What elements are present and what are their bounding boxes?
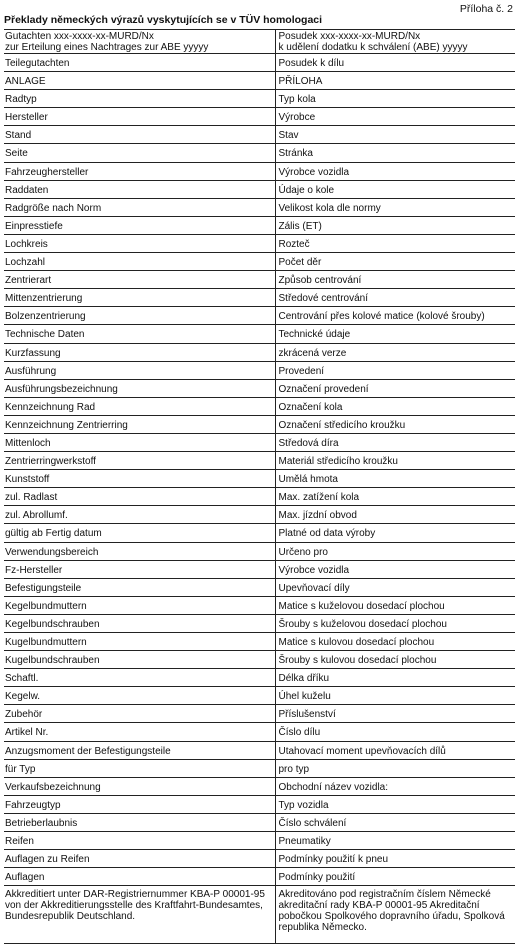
table-row: [4, 705, 515, 723]
czech-translation: Provedení: [275, 361, 515, 379]
german-term: Kennzeichnung Rad: [4, 397, 275, 415]
table-row: [4, 886, 515, 944]
table-row: [4, 832, 515, 850]
german-term: Ausführung: [4, 361, 275, 379]
german-term: Betrieberlaubnis: [4, 813, 275, 831]
table-row: [4, 180, 515, 198]
table-row: [4, 578, 515, 596]
czech-translation: Pneumatiky: [275, 832, 515, 850]
table-row: [4, 415, 515, 433]
table-row: [4, 54, 515, 72]
german-term: zul. Abrollumf.: [4, 506, 275, 524]
german-term: Seite: [4, 144, 275, 162]
german-term: Gutachten xxx-xxxx-xx-MURD/Nx zur Erteilung eines Nachtrages zur ABE yyyyy: [4, 30, 275, 54]
german-term: zul. Radlast: [4, 488, 275, 506]
german-term: Einpresstiefe: [4, 216, 275, 234]
german-term: Lochzahl: [4, 253, 275, 271]
table-row: [4, 289, 515, 307]
document-title: Překlady německých výrazů vyskytujících se v TÜV homologaci: [4, 14, 323, 26]
czech-translation: Úhel kuželu: [275, 687, 515, 705]
table-row: [4, 506, 515, 524]
table-row: [4, 433, 515, 451]
czech-translation: PŘÍLOHA: [275, 72, 515, 90]
appendix-label: Příloha č. 2: [459, 3, 513, 15]
table-row: [4, 741, 515, 759]
german-term: Kegelbundschrauben: [4, 614, 275, 632]
german-term: Kugelbundmuttern: [4, 633, 275, 651]
table-row: [4, 470, 515, 488]
german-term: Ausführungsbezeichnung: [4, 379, 275, 397]
german-term: ANLAGE: [4, 72, 275, 90]
czech-translation: Číslo dílu: [275, 723, 515, 741]
table-row: [4, 234, 515, 252]
table-row: [4, 379, 515, 397]
czech-translation: Platné od data výroby: [275, 524, 515, 542]
table-row: [4, 253, 515, 271]
czech-translation: Příslušenství: [275, 705, 515, 723]
czech-translation: Materiál středicího kroužku: [275, 452, 515, 470]
table-row: [4, 777, 515, 795]
german-term: Kunststoff: [4, 470, 275, 488]
czech-translation: Číslo schválení: [275, 813, 515, 831]
czech-translation: Údaje o kole: [275, 180, 515, 198]
czech-translation: Určeno pro: [275, 542, 515, 560]
german-term: Technische Daten: [4, 325, 275, 343]
table-row: [4, 633, 515, 651]
czech-translation: Umělá hmota: [275, 470, 515, 488]
german-term: Akkreditiert unter DAR-Registriernummer KBA-P 00001-95 von der Akkreditierungsstelle des Kraftfahrt-Bundesamtes, Bundesrepublik Deutschland.: [4, 886, 275, 944]
german-term: gültig ab Fertig datum: [4, 524, 275, 542]
table-row: [4, 524, 515, 542]
table-row: [4, 868, 515, 886]
german-term: Schaftl.: [4, 669, 275, 687]
table-row: [4, 759, 515, 777]
czech-translation: Výrobce: [275, 108, 515, 126]
table-row: [4, 325, 515, 343]
table-row: [4, 126, 515, 144]
czech-translation: Šrouby s kulovou dosedací plochou: [275, 651, 515, 669]
german-term: Radtyp: [4, 90, 275, 108]
table-row: [4, 614, 515, 632]
german-term: Verwendungsbereich: [4, 542, 275, 560]
czech-translation: Stránka: [275, 144, 515, 162]
czech-translation: Délka dříku: [275, 669, 515, 687]
table-row: [4, 560, 515, 578]
table-row: [4, 813, 515, 831]
table-row: [4, 108, 515, 126]
czech-translation: Centrování přes kolové matice (kolové šrouby): [275, 307, 515, 325]
czech-translation: Max. jízdní obvod: [275, 506, 515, 524]
czech-translation: zkrácená verze: [275, 343, 515, 361]
translation-table: [4, 29, 515, 944]
czech-translation: Označení kola: [275, 397, 515, 415]
table-row: [4, 850, 515, 868]
czech-translation: Posudek xxx-xxxx-xx-MURD/Nx k udělení dodatku k schválení (ABE) yyyyy: [275, 30, 515, 54]
german-term: Zentrierringwerkstoff: [4, 452, 275, 470]
table-row: [4, 343, 515, 361]
german-term: Kegelw.: [4, 687, 275, 705]
german-term: Reifen: [4, 832, 275, 850]
german-term: Mittenzentrierung: [4, 289, 275, 307]
german-term: Teilegutachten: [4, 54, 275, 72]
table-row: [4, 162, 515, 180]
german-term: Verkaufsbezeichnung: [4, 777, 275, 795]
czech-translation: Výrobce vozidla: [275, 560, 515, 578]
czech-translation: Způsob centrování: [275, 271, 515, 289]
german-term: Lochkreis: [4, 234, 275, 252]
czech-translation: Podmínky použití k pneu: [275, 850, 515, 868]
czech-translation: Podmínky použití: [275, 868, 515, 886]
czech-translation: Max. zatížení kola: [275, 488, 515, 506]
czech-translation: Rozteč: [275, 234, 515, 252]
table-row: [4, 669, 515, 687]
czech-translation: Zális (ET): [275, 216, 515, 234]
table-row: [4, 542, 515, 560]
german-term: Stand: [4, 126, 275, 144]
translation-table-body: [4, 30, 515, 944]
german-term: Raddaten: [4, 180, 275, 198]
table-row: [4, 72, 515, 90]
table-row: [4, 271, 515, 289]
german-term: für Typ: [4, 759, 275, 777]
czech-translation: Typ kola: [275, 90, 515, 108]
czech-translation: Stav: [275, 126, 515, 144]
table-row: [4, 795, 515, 813]
german-term: Artikel Nr.: [4, 723, 275, 741]
czech-translation: Šrouby s kuželovou dosedací plochou: [275, 614, 515, 632]
german-term: Anzugsmoment der Befestigungsteile: [4, 741, 275, 759]
czech-translation: Označení středicího kroužku: [275, 415, 515, 433]
czech-translation: Označení provedení: [275, 379, 515, 397]
table-row: [4, 723, 515, 741]
german-term: Kugelbundschrauben: [4, 651, 275, 669]
czech-translation: Středové centrování: [275, 289, 515, 307]
table-row: [4, 361, 515, 379]
czech-translation: Obchodní název vozidla:: [275, 777, 515, 795]
german-term: Zentrierart: [4, 271, 275, 289]
czech-translation: pro typ: [275, 759, 515, 777]
table-row: [4, 687, 515, 705]
german-term: Auflagen: [4, 868, 275, 886]
german-term: Fz-Hersteller: [4, 560, 275, 578]
german-term: Kegelbundmuttern: [4, 596, 275, 614]
german-term: Auflagen zu Reifen: [4, 850, 275, 868]
table-row: [4, 307, 515, 325]
german-term: Kennzeichnung Zentrierring: [4, 415, 275, 433]
czech-translation: Posudek k dílu: [275, 54, 515, 72]
table-row: [4, 452, 515, 470]
german-term: Kurzfassung: [4, 343, 275, 361]
german-term: Befestigungsteile: [4, 578, 275, 596]
table-row: [4, 488, 515, 506]
czech-translation: Středová díra: [275, 433, 515, 451]
czech-translation: Technické údaje: [275, 325, 515, 343]
table-row: [4, 651, 515, 669]
czech-translation: Upevňovací díly: [275, 578, 515, 596]
german-term: Fahrzeughersteller: [4, 162, 275, 180]
german-term: Bolzenzentrierung: [4, 307, 275, 325]
table-row: [4, 30, 515, 54]
czech-translation: Výrobce vozidla: [275, 162, 515, 180]
czech-translation: Typ vozidla: [275, 795, 515, 813]
german-term: Zubehör: [4, 705, 275, 723]
table-row: [4, 596, 515, 614]
czech-translation: Matice s kuželovou dosedací plochou: [275, 596, 515, 614]
table-row: [4, 397, 515, 415]
table-row: [4, 198, 515, 216]
czech-translation: Matice s kulovou dosedací plochou: [275, 633, 515, 651]
czech-translation: Akreditováno pod registračním číslem Německé akreditační rady KBA-P 00001-95 Akreditační pobočkou Spolkového dopravního úřadu, Spolková republika Německo.: [275, 886, 515, 944]
czech-translation: Počet děr: [275, 253, 515, 271]
table-row: [4, 216, 515, 234]
czech-translation: Velikost kola dle normy: [275, 198, 515, 216]
german-term: Mittenloch: [4, 433, 275, 451]
german-term: Radgröße nach Norm: [4, 198, 275, 216]
table-row: [4, 144, 515, 162]
german-term: Fahrzeugtyp: [4, 795, 275, 813]
czech-translation: Utahovací moment upevňovacích dílů: [275, 741, 515, 759]
german-term: Hersteller: [4, 108, 275, 126]
table-row: [4, 90, 515, 108]
